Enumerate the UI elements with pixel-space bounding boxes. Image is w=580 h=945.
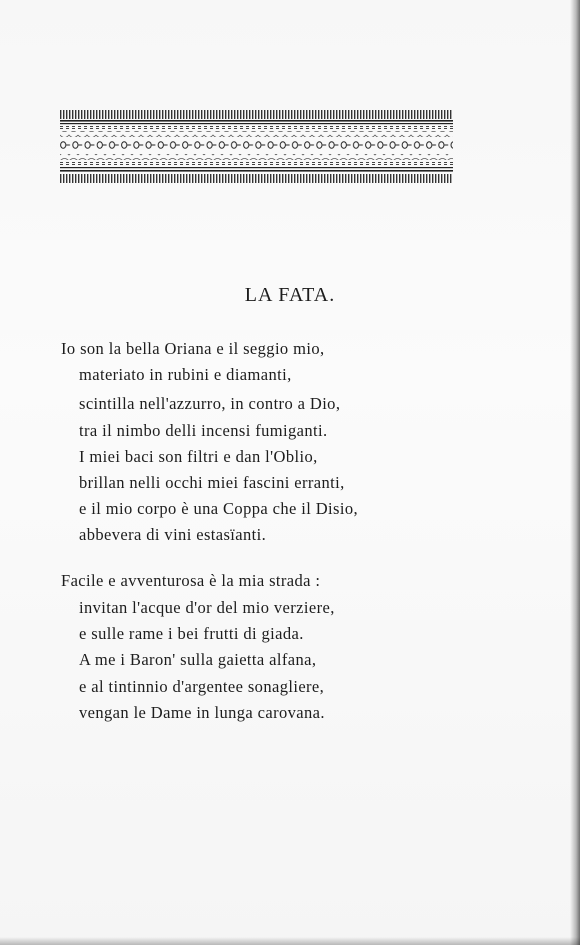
poem-line: invitan l'acque d'or del mio verziere, xyxy=(79,598,335,617)
page-edge-shadow xyxy=(570,0,580,945)
poem-line: brillan nelli occhi miei fascini erranti, xyxy=(79,473,345,492)
poem-line: e il mio corpo è una Coppa che il Disio, xyxy=(79,499,359,518)
poem-line: e al tintinnio d'argentee sonagliere, xyxy=(79,677,325,696)
decorative-header-ornament xyxy=(60,110,453,188)
poem-title: LA FATA. xyxy=(244,284,336,306)
poem-line: vengan le Dame in lunga carovana. xyxy=(79,703,325,722)
poem-line: A me i Baron' sulla gaietta alfana, xyxy=(79,650,317,669)
poem-line: abbevera di vini estasïanti. xyxy=(79,525,267,544)
poem-line: e sulle rame i bei frutti di giada. xyxy=(79,624,304,643)
poem-line: scintilla nell'azzurro, in contro a Dio, xyxy=(79,394,341,413)
page-bottom-shadow xyxy=(0,937,580,945)
poem-line: Io son la bella Oriana e il seggio mio, xyxy=(61,339,325,358)
poem-line: materiato in rubini e diamanti, xyxy=(79,365,292,384)
poem-line: Facile e avventurosa è la mia strada : xyxy=(61,571,321,590)
poem-line: tra il nimbo delli incensi fumiganti. xyxy=(79,421,328,440)
poem-line: I miei baci son filtri e dan l'Oblio, xyxy=(79,447,318,466)
